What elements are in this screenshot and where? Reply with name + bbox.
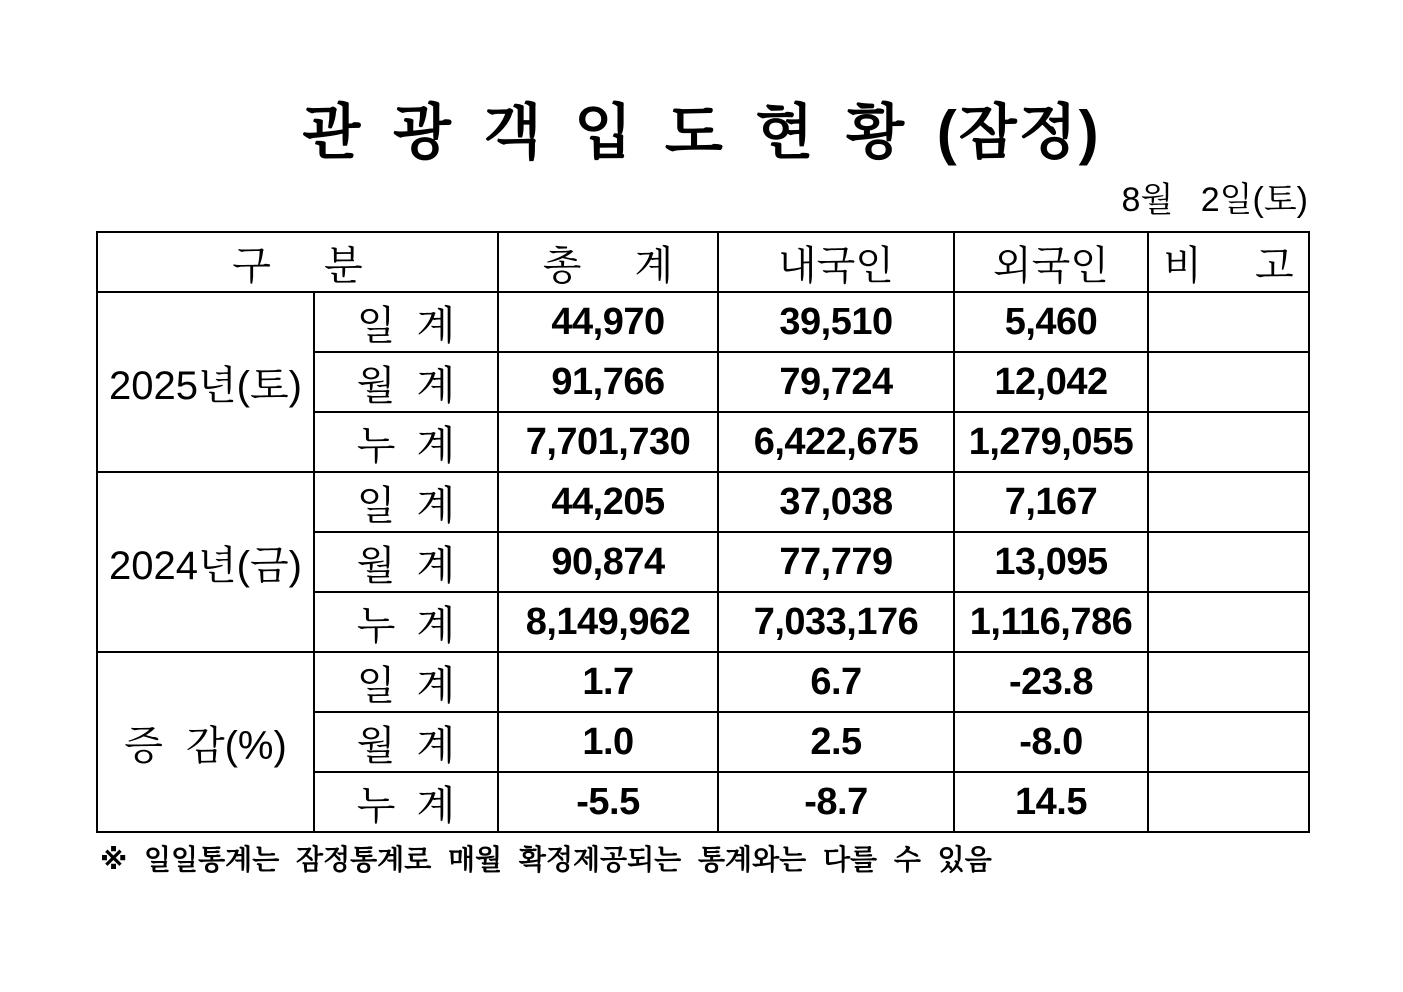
header-total: 총 계 [498, 232, 718, 292]
table-row [97, 472, 1309, 532]
header-row [97, 232, 1309, 292]
value-total: 90,874 [498, 532, 718, 592]
value-domestic: 39,510 [718, 292, 954, 352]
value-domestic: 6.7 [718, 652, 954, 712]
table-row [97, 292, 1309, 352]
value-domestic: 2.5 [718, 712, 954, 772]
remarks-cell [1148, 532, 1309, 592]
value-foreign: -8.0 [954, 712, 1148, 772]
value-foreign: 1,279,055 [954, 412, 1148, 472]
tourist-arrivals-table [96, 231, 1310, 833]
header-remarks: 비 고 [1148, 232, 1309, 292]
row-label-monthly: 월 계 [314, 712, 498, 772]
header-category: 구 분 [97, 232, 498, 292]
value-domestic: 77,779 [718, 532, 954, 592]
page-title: 관 광 객 입 도 현 황 (잠정) [302, 99, 1101, 166]
remarks-cell [1148, 652, 1309, 712]
row-label-daily: 일 계 [314, 292, 498, 352]
remarks-cell [1148, 292, 1309, 352]
row-label-cumulative: 누 계 [314, 772, 498, 832]
group-label-2024: 2024년(금) [97, 472, 314, 652]
row-label-cumulative: 누 계 [314, 412, 498, 472]
value-foreign: 7,167 [954, 472, 1148, 532]
value-domestic: 37,038 [718, 472, 954, 532]
remarks-cell [1148, 352, 1309, 412]
row-label-daily: 일 계 [314, 652, 498, 712]
footnote: ※ 일일통계는 잠정통계로 매월 확정제공되는 통계와는 다를 수 있음 [100, 844, 992, 875]
row-label-monthly: 월 계 [314, 532, 498, 592]
value-total: 7,701,730 [498, 412, 718, 472]
value-total: 1.0 [498, 712, 718, 772]
value-domestic: 6,422,675 [718, 412, 954, 472]
value-foreign: 5,460 [954, 292, 1148, 352]
group-label-change: 증 감(%) [97, 652, 314, 832]
value-total: 8,149,962 [498, 592, 718, 652]
table-row [97, 652, 1309, 712]
remarks-cell [1148, 712, 1309, 772]
group-label-2025: 2025년(토) [97, 292, 314, 472]
value-total: -5.5 [498, 772, 718, 832]
row-label-cumulative: 누 계 [314, 592, 498, 652]
value-domestic: 79,724 [718, 352, 954, 412]
remarks-cell [1148, 772, 1309, 832]
report-date: 8월 2일(토) [1121, 181, 1308, 219]
value-domestic: 7,033,176 [718, 592, 954, 652]
value-foreign: 1,116,786 [954, 592, 1148, 652]
value-foreign: 12,042 [954, 352, 1148, 412]
row-label-monthly: 월 계 [314, 352, 498, 412]
remarks-cell [1148, 472, 1309, 532]
remarks-cell [1148, 412, 1309, 472]
value-foreign: 14.5 [954, 772, 1148, 832]
value-total: 91,766 [498, 352, 718, 412]
header-domestic: 내국인 [718, 232, 954, 292]
value-total: 1.7 [498, 652, 718, 712]
value-foreign: -23.8 [954, 652, 1148, 712]
value-total: 44,205 [498, 472, 718, 532]
value-total: 44,970 [498, 292, 718, 352]
remarks-cell [1148, 592, 1309, 652]
header-foreign: 외국인 [954, 232, 1148, 292]
value-foreign: 13,095 [954, 532, 1148, 592]
value-domestic: -8.7 [718, 772, 954, 832]
row-label-daily: 일 계 [314, 472, 498, 532]
